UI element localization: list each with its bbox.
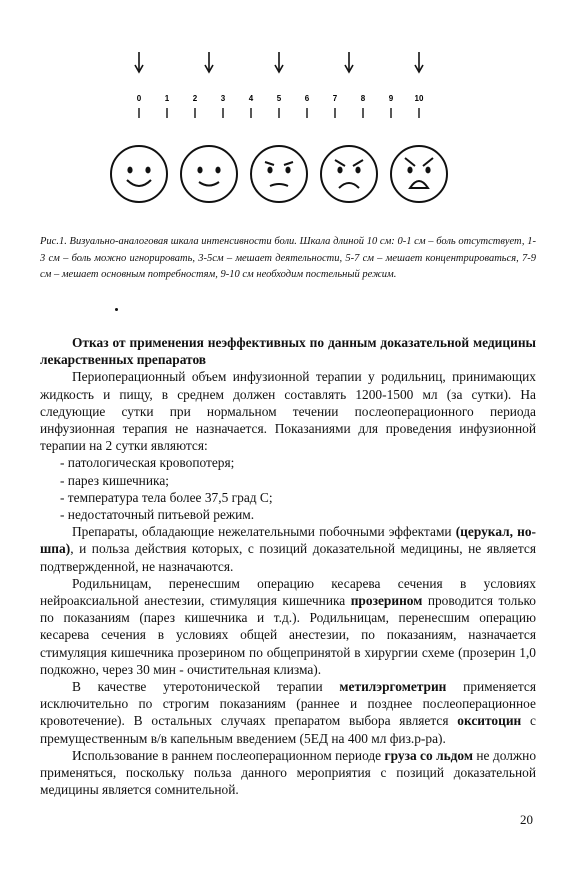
- scale-tick-label: 6: [304, 94, 310, 103]
- drug-oxytocin: окситоцин: [457, 713, 522, 729]
- caption-text: Шкала длиной 10 см: 0-1 см – боль отсутствует, 1-3 см – боль можно игнорировать, 3-5см – мешает деятельности, 5-7 см – мешает концентрироваться, 7-9 см – мешает основным потребностям, 9-10 см необходим постельный режим.: [40, 236, 536, 280]
- scale-tick-label: 8: [360, 94, 366, 103]
- scale-tick-label: 2: [192, 94, 198, 103]
- ice-load: груза со льдом: [384, 747, 473, 763]
- down-arrow-icon: [415, 52, 423, 72]
- down-arrow-icon: [205, 52, 213, 72]
- paragraph-uterotonic: В качестве утеротонической терапии метилэргометрин применяется исключительно по строгим показаниям (раннее и позднее послеоперационное кровотечение). В остальных случаях препаратом выбора является окситоцин с премущественным в/в капельным введением (5ЕД на 400 мл физ.р-ра).: [40, 679, 536, 746]
- figure-caption: [40, 234, 536, 284]
- paragraph-ice: Использование в раннем послеоперационном периоде груза со льдом не должно применяться, поскольку польза данного мероприятия с позиций доказательной медицины является сомнительной.: [40, 747, 537, 798]
- mild-pain-face-icon: [181, 146, 237, 202]
- caption-title: Рис.1. Визуально-аналоговая шкала интенсивности боли.: [40, 236, 297, 247]
- drug-prozerin: прозерином: [350, 593, 423, 609]
- down-arrow-icon: [345, 52, 353, 72]
- list-item: - недостаточный питьевой режим.: [60, 507, 255, 523]
- section-heading: Отказ от применения неэффективных по данным доказательной медицины лекарственных препаратов: [40, 335, 536, 368]
- paragraph-infusion: Периоперационный объем инфузионной терапии у родильниц, принимающих жидкость и пищу, в среднем должен составлять 1200-1500 мл (за сутки). На следующие сутки при нормальном течении послеоперационного периода инфузионная терапия не назначается. Показаниями для проведения инфузионной терапии на 2 сутки являются:: [40, 369, 536, 454]
- section-body: [40, 334, 536, 798]
- drug-names: (церукал, но-шпа): [40, 524, 536, 557]
- paragraph-drugs: Препараты, обладающие нежелательными побочными эффектами (церукал, но-шпа), и польза действия которых, с позиций доказательной медицины, не является подтвержденной, не назначаются.: [40, 524, 536, 574]
- no-pain-face-icon: [111, 146, 167, 202]
- pain-scale-figure: [96, 48, 456, 220]
- paragraph-prozerin: Родильницам, перенесшим операцию кесарева сечения в условиях нейроаксиальной анестезии, стимуляция кишечника прозерином проводится только по показаниям (парез кишечника и т.д.). Родильницам, перенесшим операцию кесарева сечения в условиях общей анестезии, по показаниям, назначается стимуляция кишечника прозерином по общепринятой в хирургии схеме (прозерин 1,0 подкожно, через 30 мин - очистительная клизма).: [40, 575, 536, 677]
- scale-tick-label: 3: [220, 94, 226, 103]
- list-item: - патологическая кровопотеря;: [60, 455, 235, 471]
- list-item: - температура тела более 37,5 град С;: [60, 489, 273, 505]
- worst-pain-face-icon: [391, 146, 447, 202]
- scale-tick-label: 10: [414, 94, 424, 103]
- moderate-pain-face-icon: [251, 146, 307, 202]
- page-number: 20: [520, 812, 533, 827]
- list-item: - парез кишечника;: [60, 472, 169, 488]
- down-arrow-icon: [135, 52, 143, 72]
- scale-tick-label: 9: [388, 94, 394, 103]
- scale-tick-label: 4: [248, 94, 254, 103]
- scale-tick-label: 5: [276, 94, 282, 103]
- down-arrow-icon: [275, 52, 283, 72]
- scale-tick-label: 0: [136, 94, 142, 103]
- drug-methylergometrine: метилэргометрин: [339, 679, 447, 695]
- scale-tick-label: 1: [164, 94, 170, 103]
- severe-pain-face-icon: [321, 146, 377, 202]
- scale-tick-label: 7: [332, 94, 338, 103]
- stray-dot: [115, 308, 118, 311]
